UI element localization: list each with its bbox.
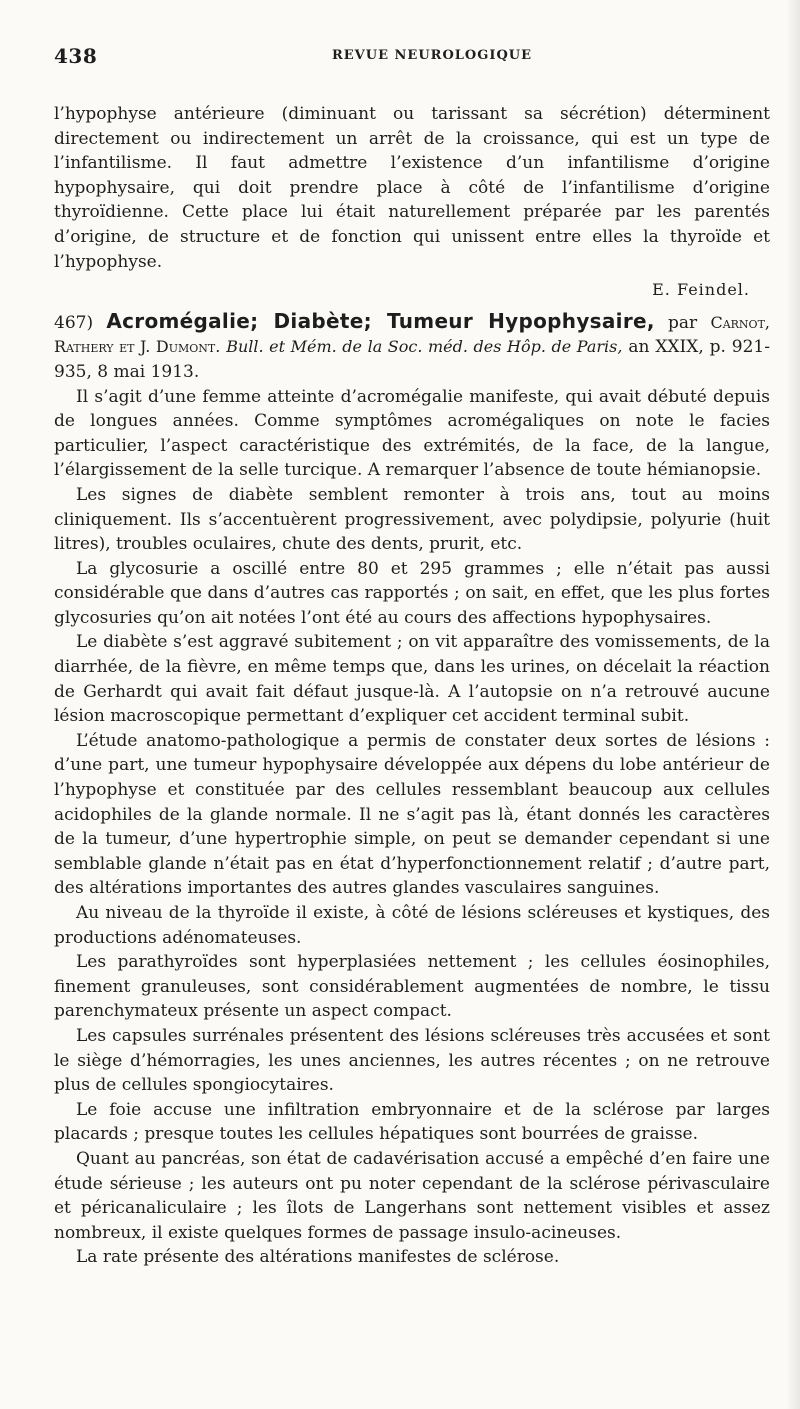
- article-title: Acromégalie; Diabète; Tumeur Hypophysaire,: [106, 308, 655, 333]
- paragraph: Quant au pancréas, son état de cadavérisation accusé a empêché d’en faire une étude sérieuse ; les auteurs ont pu noter cependant de la sclérose périvasculaire et péricanaliculaire ; les îlots de Langerhans sont nettement visibles et assez nombreux, il existe quelques formes de passage insulo-acineuses.: [54, 1148, 770, 1243]
- running-head: REVUE NEUROLOGIQUE: [331, 48, 533, 63]
- paragraph: Les parathyroïdes sont hyperplasiées nettement ; les cellules éosinophiles, finement granuleuses, sont considérablement augmentées de nombre, le tissu parenchymateux présente un aspect compact.: [54, 952, 770, 1022]
- paragraph: Les capsules surrénales présentent des lésions scléreuses très accusées et sont le siège d’hémorragies, les unes anciennes, les autres récentes ; on ne retrouve plus de cellules spongiocytaires.: [54, 1025, 770, 1096]
- article-par: par: [668, 312, 698, 333]
- article-heading: [54, 309, 770, 385]
- article-authors: Carnot, Rathery et J. Dumont.: [54, 312, 771, 357]
- paragraph: Le diabète s’est aggravé subitement ; on vit apparaître des vomissements, de la diarrhée, de la fièvre, en même temps que, dans les urines, on décelait la réaction de Gerhardt qui avait fait défaut jusque-là. A l’autopsie on n’a retrouvé aucune lésion macroscopique permettant d’expliquer cet accident terminal subit.: [54, 632, 770, 727]
- prev-article-signature: E. Feindel.: [652, 280, 750, 300]
- article-journal: Bull. et Mém. de la Soc. méd. des Hôp. de Paris,: [226, 337, 623, 357]
- paragraph: Au niveau de la thyroïde il existe, à côté de lésions scléreuses et kystiques, des productions adénomateuses.: [54, 903, 770, 948]
- paragraph: La rate présente des altérations manifestes de sclérose.: [76, 1247, 560, 1268]
- paragraph: Il s’agit d’une femme atteinte d’acromégalie manifeste, qui avait débuté depuis de longues années. Comme symptômes acromégaliques on note le facies particulier, l’aspect caractéristique des extrémités, de la face, de la langue, l’élargissement de la selle turcique. A remarquer l’absence de toute hémianopsie.: [54, 386, 770, 481]
- paragraph: Le foie accuse une infiltration embryonnaire et de la sclérose par larges placards ; presque toutes les cellules hépatiques sont bourrées de graisse.: [54, 1099, 770, 1145]
- body-text: [54, 102, 770, 1270]
- page-edge-shadow: [786, 0, 800, 1409]
- article-number: 467): [54, 312, 94, 333]
- paragraph: La glycosurie a oscillé entre 80 et 295 grammes ; elle n’était pas aussi considérable que dans d’autres cas rapportés ; on sait, en effet, que les plus fortes glycosuries qu’on ait notées l’ont été au cours des affections hypophysaires.: [54, 558, 770, 628]
- page-number: 438: [54, 44, 98, 68]
- article-citation: an XXIX, p. 921-935, 8 mai 1913.: [54, 337, 770, 382]
- paragraph: Les signes de diabète semblent remonter à trois ans, tout au moins cliniquement. Ils s’accentuèrent progressivement, avec polydipsie, polyurie (huit litres), troubles oculaires, chute des dents, prurit, etc.: [54, 484, 770, 555]
- paragraph: L’étude anatomo-pathologique a permis de constater deux sortes de lésions : d’une part, une tumeur hypophysaire développée aux dépens du lobe antérieur de l’hypophyse et constituée par des cellules ressemblant beaucoup aux cellules acidophiles de la glande normale. Il ne s’agit pas là, étant donnés les caractères de la tumeur, d’une hypertrophie simple, on peut se demander cependant si une semblable glande n’était pas en état d’hyperfonctionnement relatif ; d’autre part, des altérations importantes des autres glandes vasculaires sanguines.: [54, 730, 770, 899]
- prev-article-paragraph: l’hypophyse antérieure (diminuant ou tarissant sa sécrétion) déterminent directement ou indirectement un arrêt de la croissance, qui est un type de l’infantilisme. Il faut admettre l’existence d’un infantilisme d’origine hypophysaire, qui doit prendre place à côté de l’infantilisme d’origine thyroïdienne. Cette place lui était naturellement préparée par les parentés d’origine, de structure et de fonction qui unissent entre elles la thyroïde et l’hypophyse.: [54, 104, 770, 272]
- page-header: [54, 44, 770, 72]
